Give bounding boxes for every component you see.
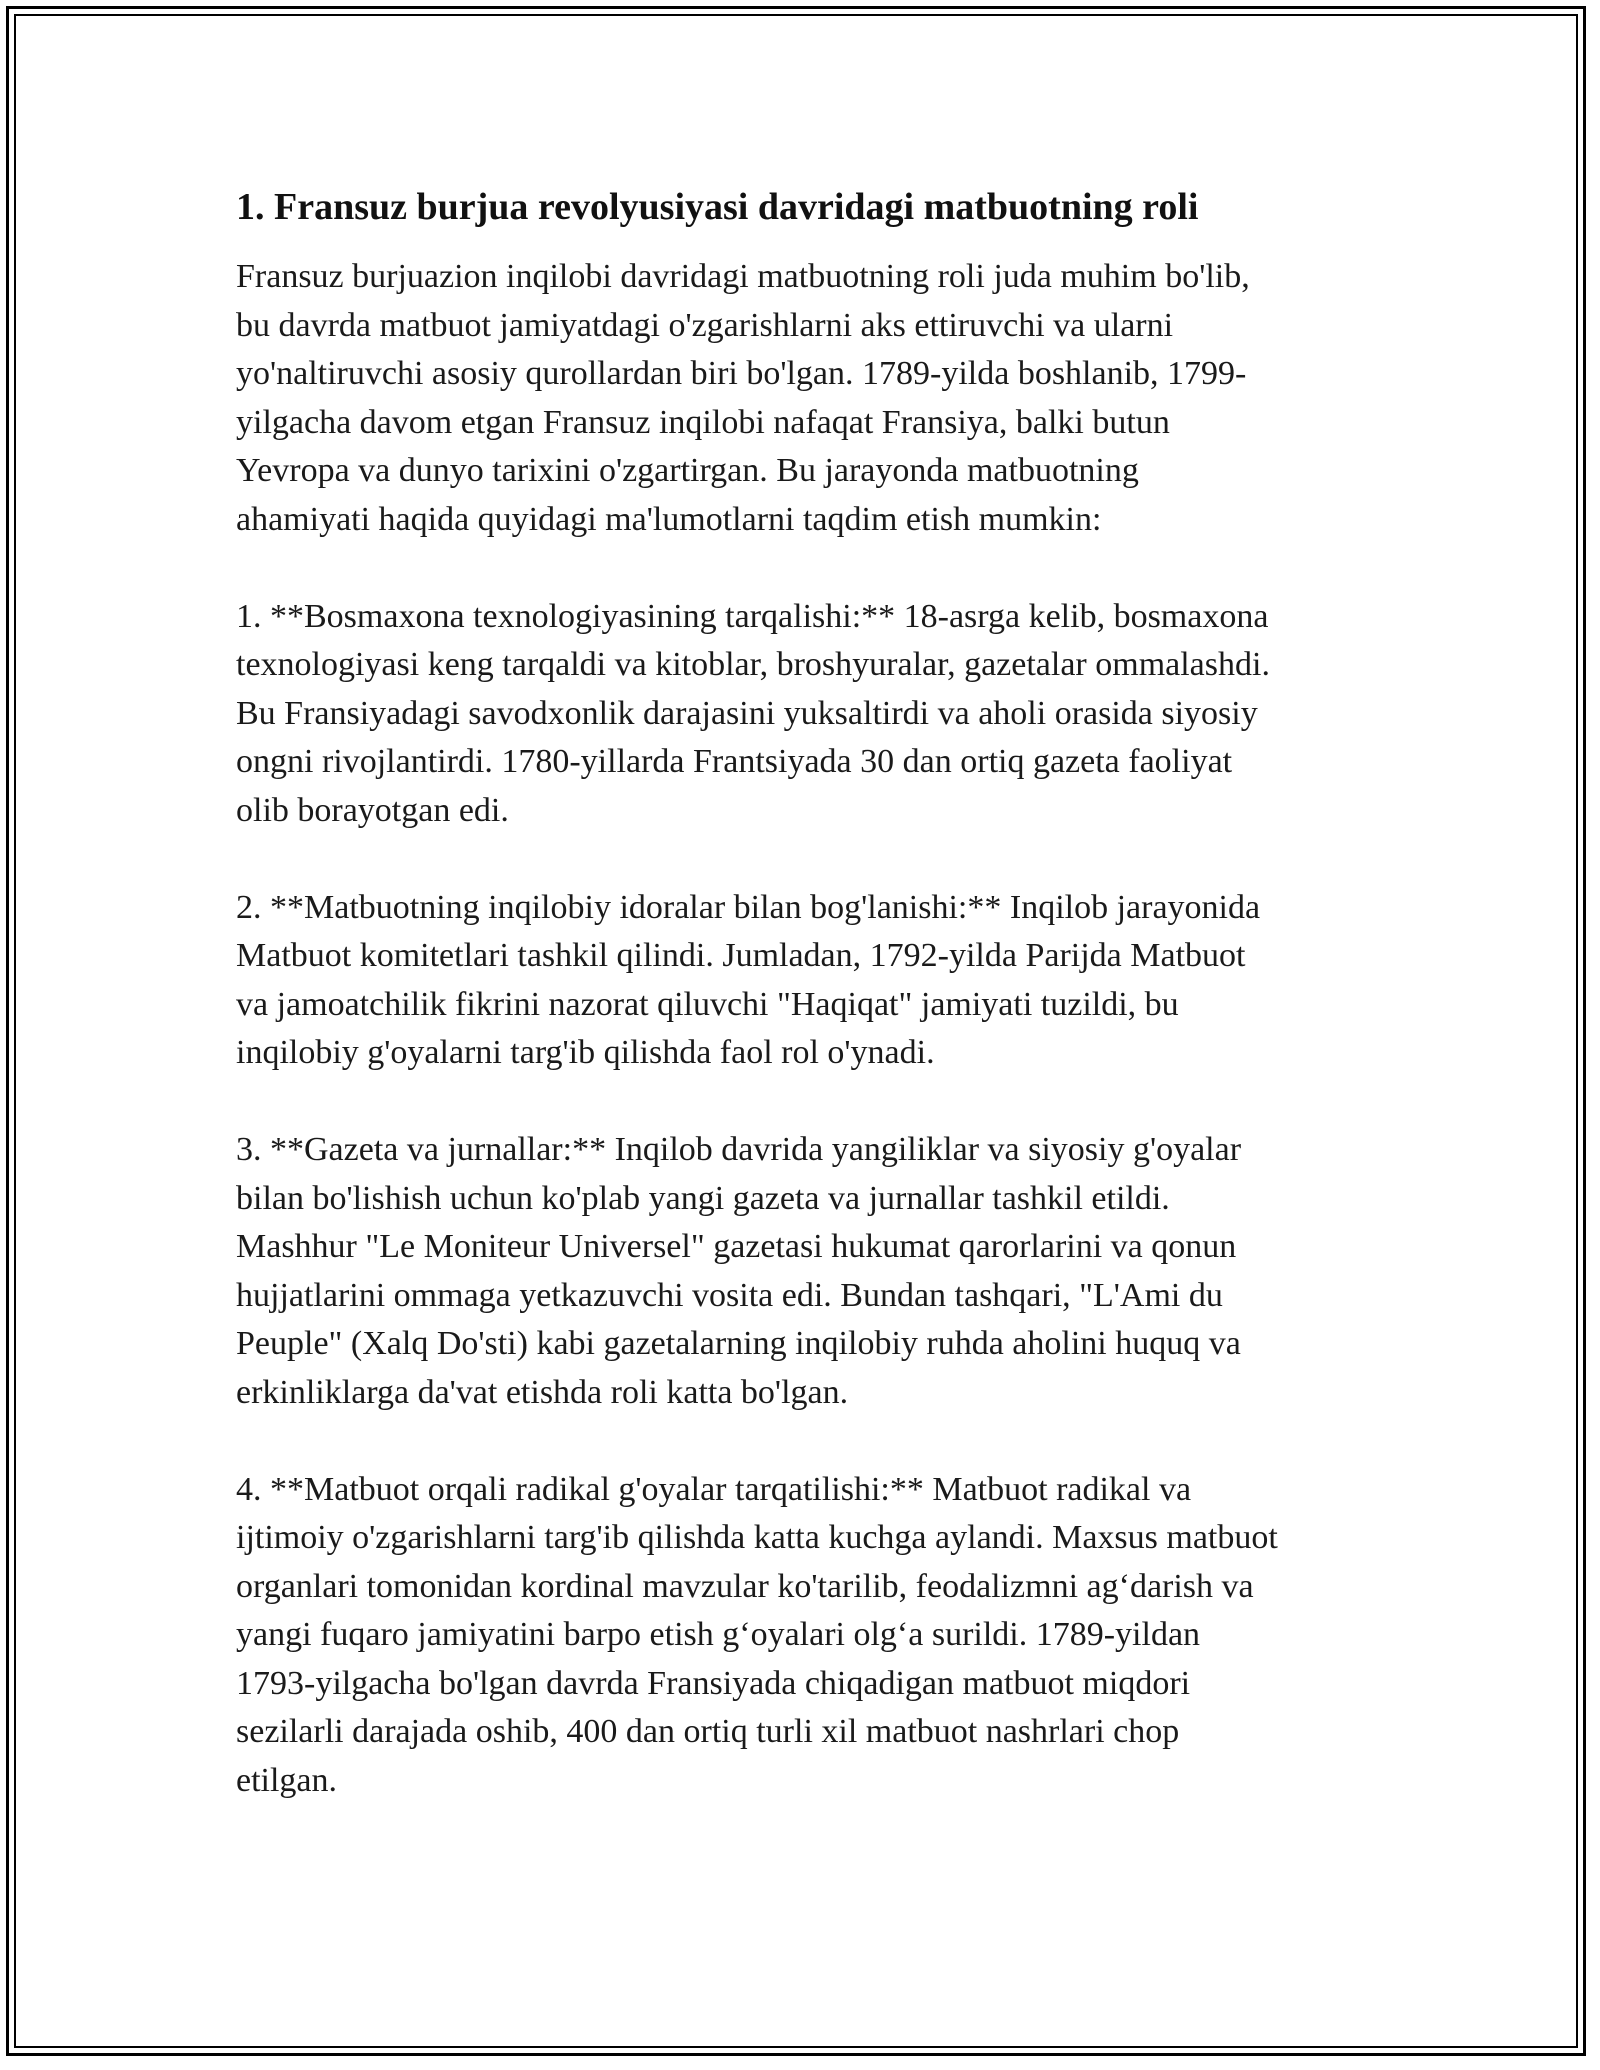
paragraph-gap (236, 1078, 1376, 1127)
intro-paragraph: Fransuz burjuazion inqilobi davridagi matbuotning roli juda muhim bo'lib, bu davrda matbuot jamiyatdagi o'zgarishlarni aks ettiruvchi va ularni yo'naltiruvchi asosiy qurollardan biri bo'lgan. 1789-yilda boshlanib, 1799- yilgacha davom etgan Fransuz inqilobi nafaqat Fransiya, balki butun Yevropa va dunyo tarixini o'zgartirgan. Bu jarayonda matbuotning ahamiyati haqida quyidagi ma'lumotlarni taqdim etish mumkin: (236, 258, 1250, 538)
paragraph-gap (236, 835, 1376, 884)
point-3-paragraph: 3. **Gazeta va jurnallar:** Inqilob davrida yangiliklar va siyosiy g'oyalar bilan bo'lishish uchun ko'plab yangi gazeta va jurnallar tashkil etildi. Mashhur "Le Moniteur Universel" gazetasi hukumat qarorlarini va qonun hujjatlarini ommaga yetkazuvchi vosita edi. Bundan tashqari, "L'Ami du Peuple" (Xalq Do'sti) kabi gazetalarning inqilobiy ruhda aholini huquq va erkinliklarga da'vat etishda roli katta bo'lgan. (236, 1131, 1242, 1411)
point-1-paragraph: 1. **Bosmaxona texnologiyasining tarqalishi:** 18-asrga kelib, bosmaxona texnologiyasi keng tarqaldi va kitoblar, broshyuralar, gazetalar ommalashdi. Bu Fransiyadagi savodxonlik darajasini yuksaltirdi va aholi orasida siyosiy ongni rivojlantirdi. 1780-yillarda Frantsiyada 30 dan ortiq gazeta faoliyat olib borayotgan edi. (236, 597, 1270, 829)
point-4-paragraph: 4. **Matbuot orqali radikal g'oyalar tarqatilishi:** Matbuot radikal va ijtimoiy o'zgarishlarni targ'ib qilishda katta kuchga aylandi. Maxsus matbuot organlari tomonidan kordinal mavzular ko'tarilib, feodalizmni ag‘darish va yangi fuqaro jamiyatini barpo etish g‘oyalari olg‘a surildi. 1789-yildan 1793-yilgacha bo'lgan davrda Fransiyada chiqadigan matbuot miqdori sezilarli darajada oshib, 400 dan ortiq turli xil matbuot nashrlari chop etilgan. (236, 1470, 1278, 1799)
paragraph-gap (236, 1417, 1376, 1466)
paragraph-gap (236, 544, 1376, 593)
document-body (236, 183, 1376, 1805)
section-heading: 1. Fransuz burjua revolyusiyasi davridagi matbuotning roli (236, 186, 1199, 228)
point-2-paragraph: 2. **Matbuotning inqilobiy idoralar bilan bog'lanishi:** Inqilob jarayonida Matbuot komitetlari tashkil qilindi. Jumladan, 1792-yilda Parijda Matbuot va jamoatchilik fikrini nazorat qiluvchi "Haqiqat" jamiyati tuzildi, bu inqilobiy g'oyalarni targ'ib qilishda faol rol o'ynadi. (236, 888, 1261, 1071)
